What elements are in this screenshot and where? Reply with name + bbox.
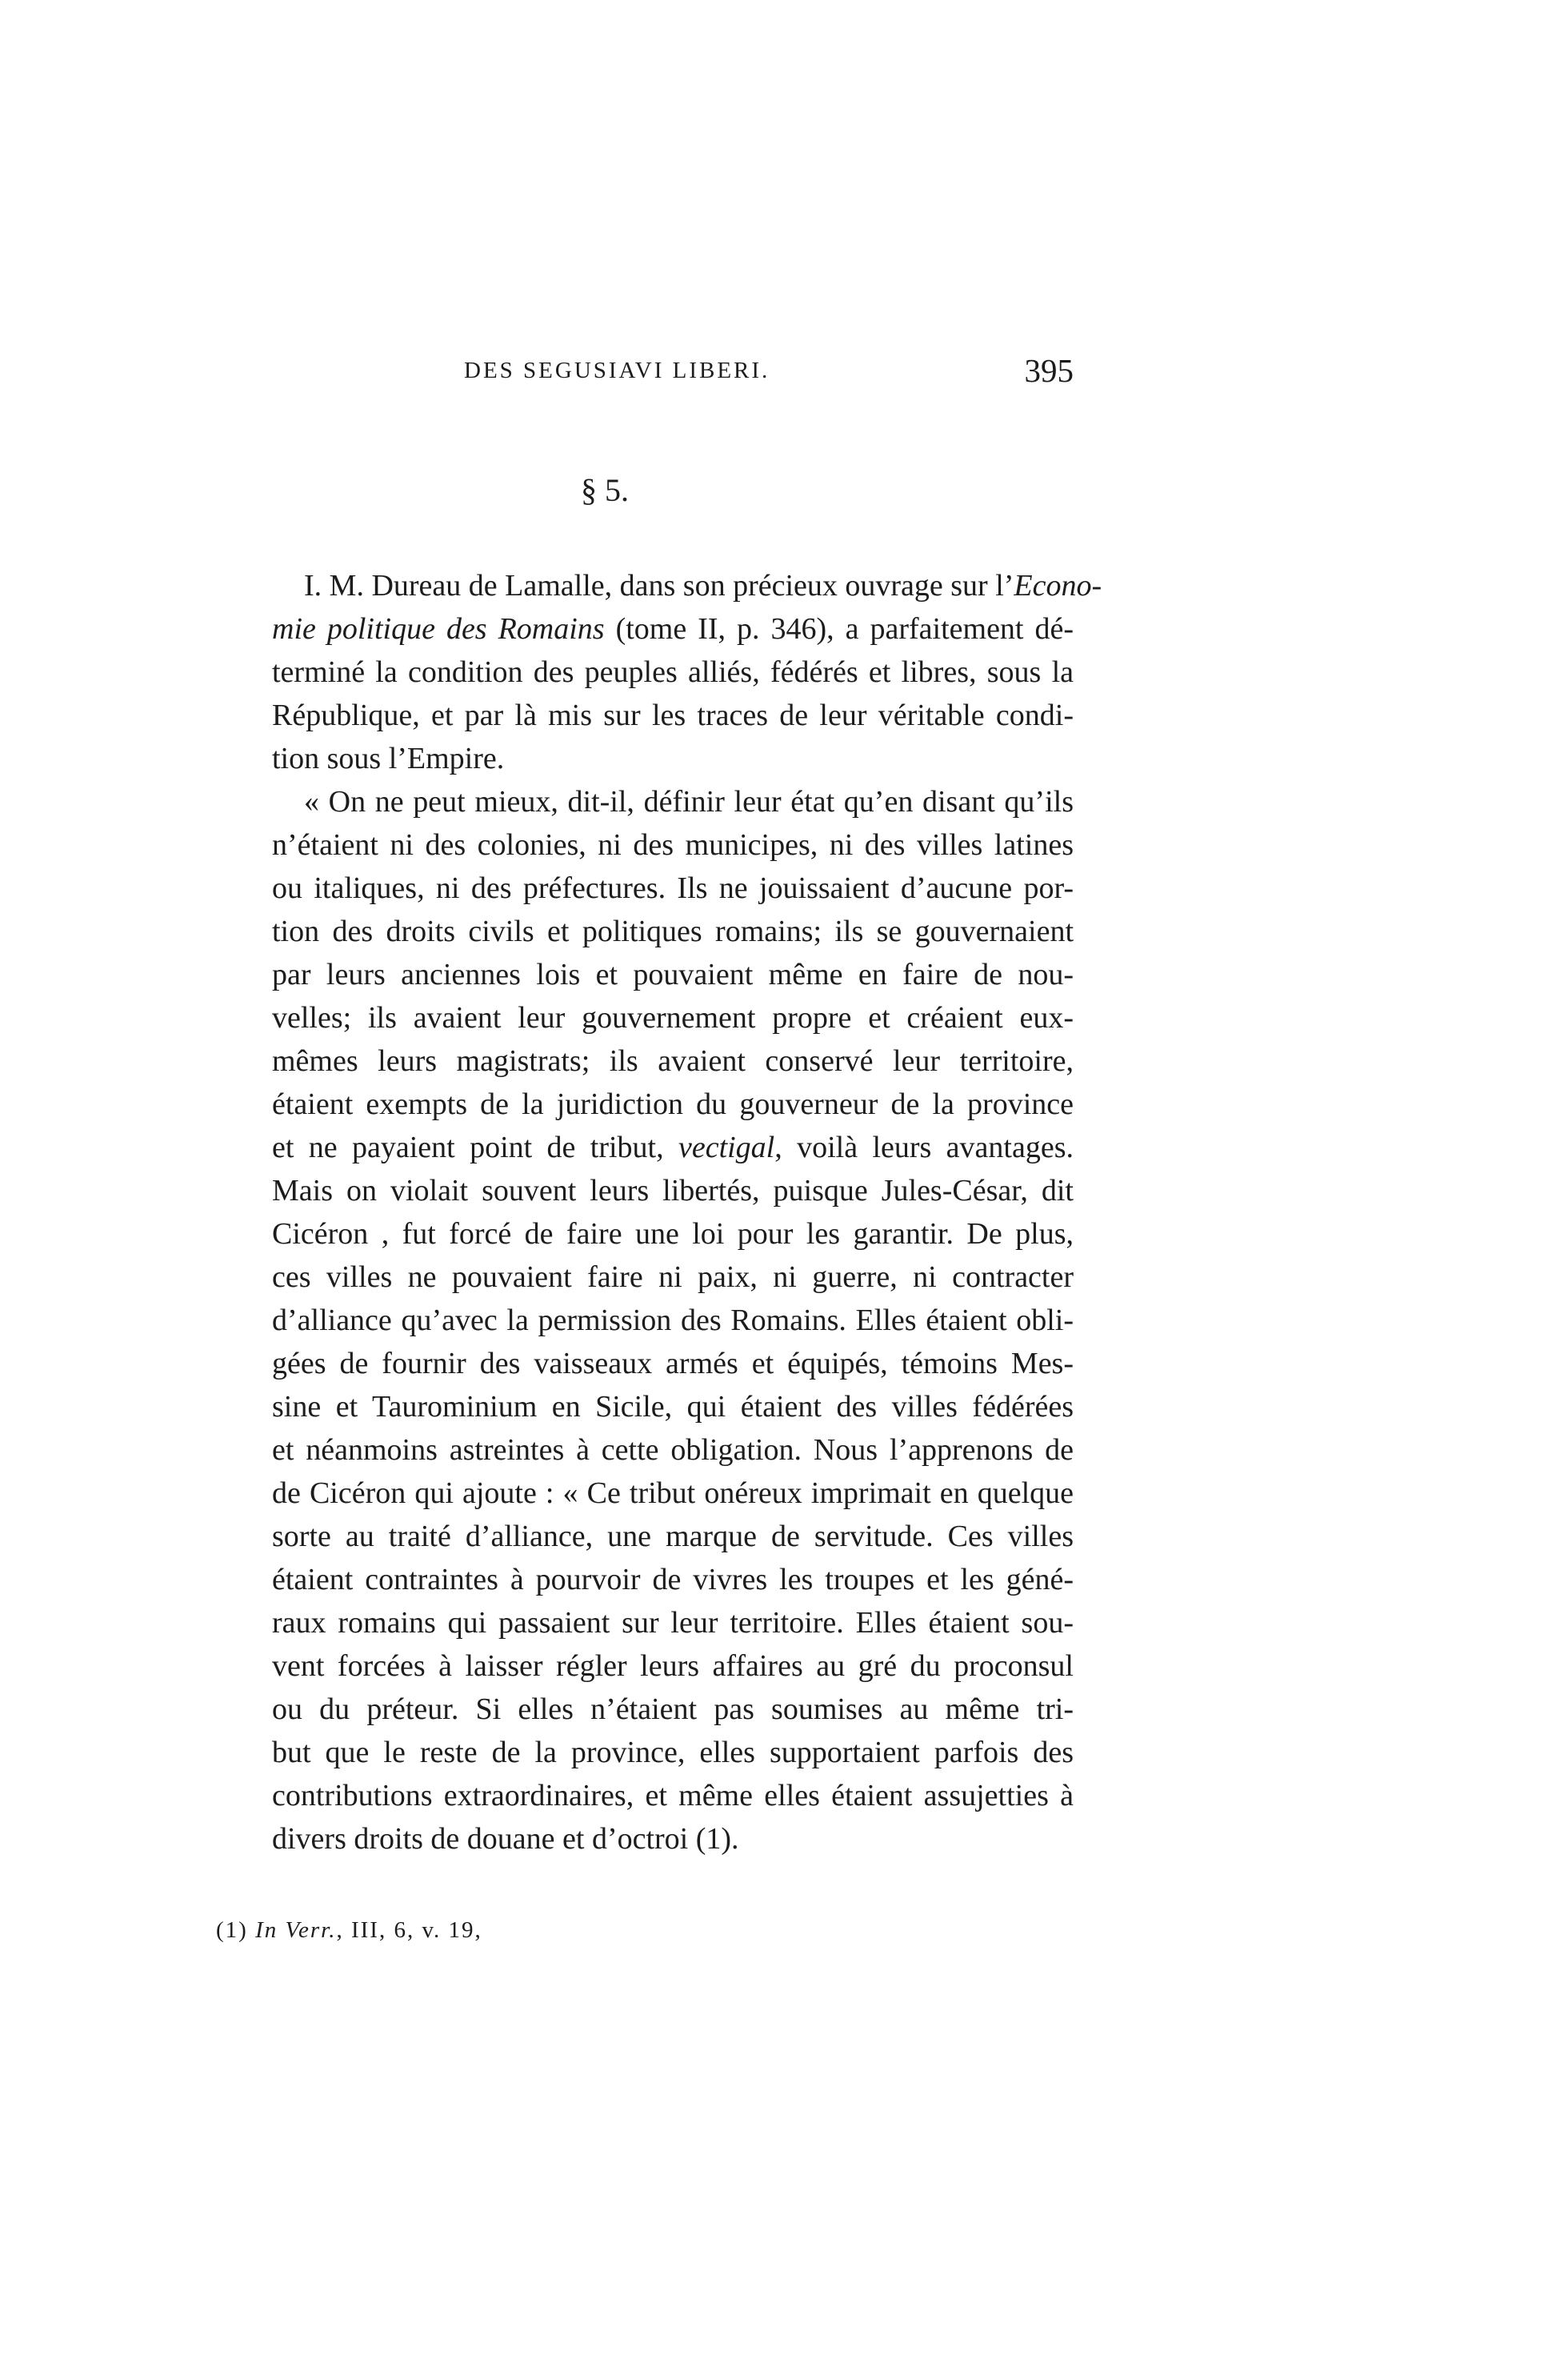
text-line: sorte au traité d’alliance, une marque de servitude. Ces villes: [272, 1520, 1074, 1553]
text-line: République, et par là mis sur les traces de leur véritable condi-: [272, 699, 1074, 732]
text-line: mie politique des Romains (tome II, p. 346), a parfaitement dé-: [272, 612, 1074, 646]
page-number: 395: [1024, 352, 1074, 389]
text-line: gées de fournir des vaisseaux armés et équipés, témoins Mes-: [272, 1347, 1074, 1380]
text-line: velles; ils avaient leur gouvernement propre et créaient eux-: [272, 1001, 1074, 1035]
text-line: étaient contraintes à pourvoir de vivres les troupes et les géné-: [272, 1563, 1074, 1596]
text-line: n’étaient ni des colonies, ni des municipes, ni des villes latines: [272, 828, 1074, 862]
text-line: « On ne peut mieux, dit-il, définir leur état qu’en disant qu’ils: [304, 785, 1074, 819]
footnote-reference: , III, 6, v. 19,: [336, 1917, 482, 1943]
text-line: de Cicéron qui ajoute : « Ce tribut onéreux imprimait en quelque: [272, 1476, 1074, 1510]
text-line: vent forcées à laisser régler leurs affaires au gré du proconsul: [272, 1649, 1074, 1683]
text-line: I. M. Dureau de Lamalle, dans son précieux ouvrage sur l’Econo-: [304, 569, 1102, 603]
text-line: Mais on violait souvent leurs libertés, puisque Jules-César, dit: [272, 1174, 1074, 1208]
section-heading: § 5.: [581, 472, 629, 508]
text-line: tion sous l’Empire.: [272, 742, 505, 775]
body-text: [272, 564, 1102, 1860]
text-line: mêmes leurs magistrats; ils avaient conservé leur territoire,: [272, 1044, 1074, 1078]
footnote-work: In Verr.: [255, 1917, 337, 1943]
text-line: ou italiques, ni des préfectures. Ils ne jouissaient d’aucune por-: [272, 871, 1074, 905]
text-line: ces villes ne pouvaient faire ni paix, ni guerre, ni contracter: [272, 1260, 1074, 1294]
text-line: d’alliance qu’avec la permission des Romains. Elles étaient obli-: [272, 1304, 1074, 1337]
text-line: Cicéron , fut forcé de faire une loi pour les garantir. De plus,: [272, 1217, 1074, 1251]
text-line: et ne payaient point de tribut, vectigal, voilà leurs avantages.: [272, 1131, 1074, 1164]
text-line: but que le reste de la province, elles supportaient parfois des: [272, 1736, 1074, 1769]
text-line: contributions extraordinaires, et même elles étaient assujetties à: [272, 1779, 1074, 1812]
text-line: étaient exempts de la juridiction du gouverneur de la province: [272, 1087, 1074, 1121]
footnote: [216, 1912, 482, 1948]
running-head: [272, 350, 1074, 390]
text-line: terminé la condition des peuples alliés, fédérés et libres, sous la: [272, 655, 1074, 689]
text-line: tion des droits civils et politiques romains; ils se gouvernaient: [272, 915, 1074, 948]
text-line: et néanmoins astreintes à cette obligation. Nous l’apprenons de: [272, 1433, 1074, 1467]
footnote-marker: (1): [216, 1917, 256, 1943]
text-line: sine et Taurominium en Sicile, qui étaient des villes fédérées: [272, 1390, 1074, 1424]
text-line: par leurs anciennes lois et pouvaient même en faire de nou-: [272, 958, 1074, 991]
text-line: ou du préteur. Si elles n’étaient pas soumises au même tri-: [272, 1692, 1074, 1726]
running-title: DES SEGUSIAVI LIBERI.: [464, 358, 770, 383]
text-line: raux romains qui passaient sur leur territoire. Elles étaient sou-: [272, 1606, 1074, 1640]
text-line: divers droits de douane et d’octroi (1).: [272, 1822, 739, 1856]
